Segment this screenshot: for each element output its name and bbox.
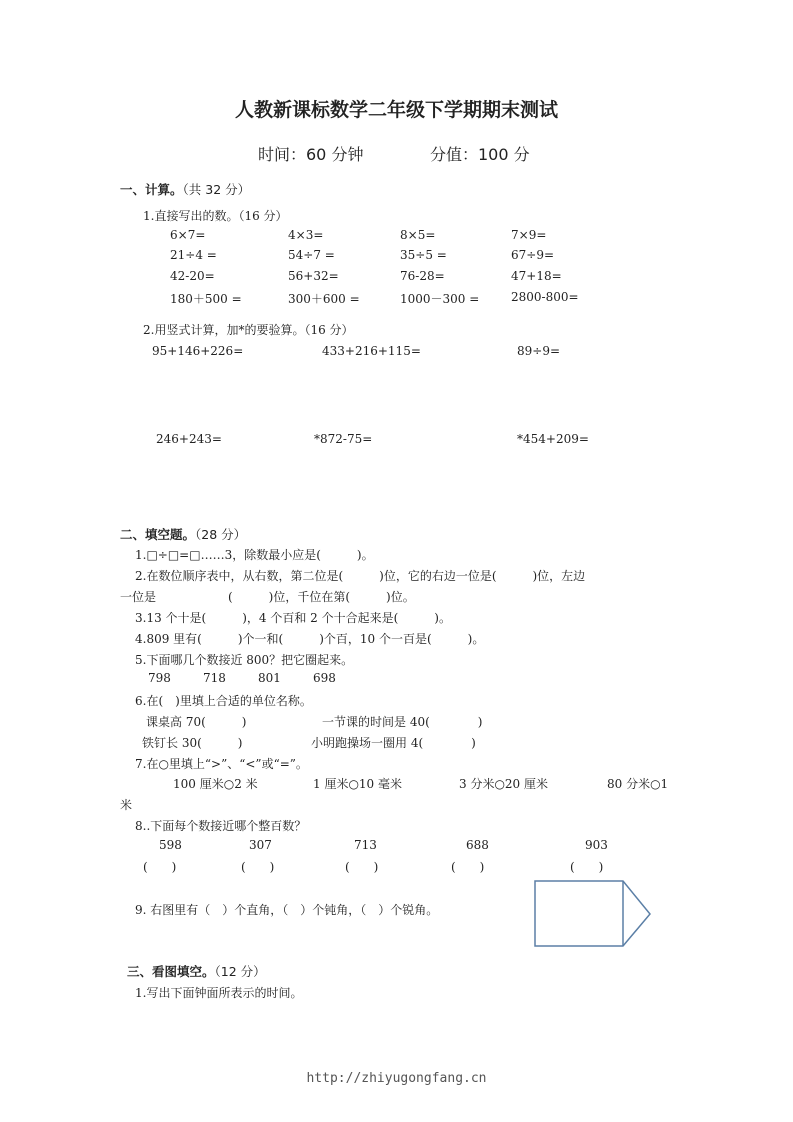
- q6-item-1: 课桌高 70( ): [146, 715, 247, 729]
- page-title: 人教新课标数学二年级下学期期末测试: [234, 99, 558, 121]
- section1-heading: [120, 180, 250, 198]
- q7-item-1: 100 厘米○2 米: [173, 777, 258, 791]
- fill-line-4: 4.809 里有( )个一和( )个百，10 个一百是( )。: [135, 632, 485, 646]
- calc-r0c1: 4×3=: [288, 228, 324, 242]
- fill-line-2b: 一位是 ( )位，千位在第( )位。: [120, 590, 415, 604]
- calc-r2c3: 47+18=: [511, 269, 562, 283]
- fill-line-9: 9. 右图里有（ ）个直角，（ ）个钝角，（ ）个锐角。: [135, 903, 439, 917]
- calc-r1c3: 67÷9=: [511, 248, 555, 262]
- vertical-calc-5: *872-75=: [314, 432, 373, 446]
- time-label: 时间：60 分钟: [258, 145, 364, 164]
- vertical-calc-4: 246+243=: [156, 432, 222, 446]
- q5-number-2: 718: [203, 671, 226, 685]
- section3-points: （12 分）: [214, 964, 266, 979]
- section1-title: 一、计算。: [120, 182, 183, 197]
- q6-item-3: 铁钉长 30( ): [142, 736, 243, 750]
- vertical-calc-1: 95+146+226=: [152, 344, 244, 358]
- pentagon-shape: [535, 881, 650, 946]
- calc-r1c2: 35÷5 =: [400, 248, 447, 262]
- q5-number-3: 801: [258, 671, 281, 685]
- fill-line-2: 2.在数位顺序表中，从右数，第二位是( )位，它的右边一位是( )位，左边: [135, 569, 586, 583]
- q8-number-4: 688: [466, 838, 489, 852]
- q8-number-5: 903: [585, 838, 608, 852]
- calc-r3c3: 2800-800=: [511, 290, 579, 304]
- footer-url[interactable]: http://zhiyugongfang.cn: [306, 1071, 487, 1086]
- q8-number-1: 598: [159, 838, 182, 852]
- q6-item-2: 一节课的时间是 40( ): [322, 715, 483, 729]
- q6-item-4: 小明跑操场一圈用 4( ): [311, 736, 476, 750]
- fill-line-5: 5.下面哪几个数接近 800？把它圈起来。: [135, 653, 354, 667]
- calc-r2c1: 56+32=: [288, 269, 339, 283]
- fill-line-1: 1.□÷□=□……3，除数最小应是( )。: [135, 548, 374, 562]
- q7-item-4: 80 分米○1: [607, 777, 669, 791]
- q2-label: 2.用竖式计算，加*的要验算。（16 分）: [143, 323, 354, 337]
- q8-blank-3: ( ): [345, 860, 379, 874]
- fill-line-3: 3.13 个十是( )，4 个百和 2 个十合起来是( )。: [135, 611, 451, 625]
- calc-r3c1: 300＋600 =: [288, 292, 360, 306]
- q1-label: 1.直接写出的数。（16 分）: [143, 209, 288, 223]
- section1-points: （共 32 分）: [182, 182, 251, 197]
- vertical-calc-2: 433+216+115=: [322, 344, 421, 358]
- q7-tail: 米: [120, 798, 133, 812]
- q5-number-1: 798: [148, 671, 171, 685]
- score-label: 分值：100 分: [430, 145, 530, 164]
- fill-line-8: 8..下面每个数接近哪个整百数？: [135, 819, 307, 833]
- section3-title: 三、看图填空。: [127, 964, 215, 979]
- section3-heading: [127, 962, 266, 980]
- calc-r1c1: 54÷7 =: [288, 248, 335, 262]
- pentagon-figure: [530, 876, 656, 950]
- q8-blank-4: ( ): [451, 860, 485, 874]
- q7-item-2: 1 厘米○10 毫米: [313, 777, 403, 791]
- calc-r0c3: 7×9=: [511, 228, 547, 242]
- q8-number-3: 713: [354, 838, 377, 852]
- fill-line-7: 7.在○里填上“>”、“<”或“=”。: [135, 757, 308, 771]
- section2-heading: [120, 525, 246, 543]
- q8-blank-5: ( ): [570, 860, 604, 874]
- q7-item-3: 3 分米○20 厘米: [459, 777, 549, 791]
- calc-r2c0: 42-20=: [170, 269, 215, 283]
- vertical-calc-3: 89÷9=: [517, 344, 561, 358]
- calc-r3c2: 1000－300 =: [400, 292, 480, 306]
- calc-r1c0: 21÷4 =: [170, 248, 217, 262]
- calc-r2c2: 76-28=: [400, 269, 445, 283]
- calc-r0c2: 8×5=: [400, 228, 436, 242]
- section3-q1: 1.写出下面钟面所表示的时间。: [135, 986, 303, 1000]
- q8-blank-1: ( ): [143, 860, 177, 874]
- fill-line-6: 6.在( )里填上合适的单位名称。: [135, 694, 312, 708]
- q8-number-2: 307: [249, 838, 272, 852]
- calc-r3c0: 180＋500 =: [170, 292, 242, 306]
- section2-points: （28 分）: [195, 527, 247, 542]
- calc-r0c0: 6×7=: [170, 228, 206, 242]
- vertical-calc-6: *454+209=: [517, 432, 589, 446]
- q8-blank-2: ( ): [241, 860, 275, 874]
- q5-number-4: 698: [313, 671, 336, 685]
- section2-title: 二、填空题。: [120, 527, 196, 542]
